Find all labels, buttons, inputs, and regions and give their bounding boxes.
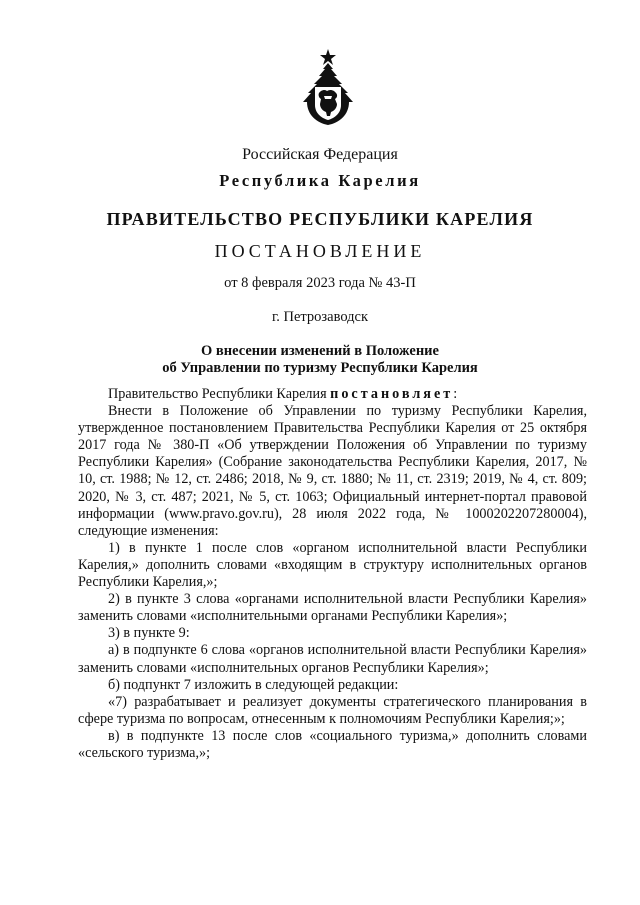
government-name: ПРАВИТЕЛЬСТВО РЕСПУБЛИКИ КАРЕЛИЯ — [106, 209, 534, 229]
intro-suffix: : — [453, 386, 458, 402]
paragraph-subitem-a: а) в подпункте 6 слова «органов исполнительной власти Республики Карелия» заменить словами «исполнительных органов Республики Карелия»; — [78, 642, 587, 676]
paragraph-item-1: 1) в пункте 1 после слов «органом исполнительной власти Республики Карелия,» дополнить словами «входящим в структуру исполнительных органов Республики Карелия,»; — [78, 539, 587, 591]
document-subject — [0, 343, 640, 377]
country-name: Российская Федерация — [242, 146, 398, 163]
intro-resolves: постановляет — [330, 386, 454, 402]
document-type: ПОСТАНОВЛЕНИЕ — [214, 241, 426, 261]
karelia-coat-of-arms-icon — [297, 47, 359, 127]
paragraph-quoted-item-7: «7) разрабатывает и реализует документы стратегического планирования в сфере туризма по вопросам, отнесенным к полномочиям Республики Карелия;»; — [78, 693, 587, 727]
document-body — [78, 386, 587, 762]
republic-name: Республика Карелия — [219, 171, 421, 190]
document-city: г. Петрозаводск — [271, 309, 369, 325]
intro-paragraph — [78, 386, 587, 403]
paragraph-subitem-b: б) подпункт 7 изложить в следующей редакции: — [108, 676, 399, 693]
subject-line-2: об Управлении по туризму Республики Карелия — [162, 360, 478, 376]
subject-line-1: О внесении изменений в Положение — [201, 343, 439, 359]
paragraph-amendment-main: Внести в Положение об Управлении по туризму Республики Карелия, утвержденное постановлением Правительства Республики Карелия от 25 октября 2017 года № 380-П «Об утверждении Положения об Управлении по туризму Республики Карелия» (Собрание законодательства Республики Карелия, 2017, № 10, ст. 1988; № 12, ст. 2486; 2018, № 9, ст. 1880; № 11, ст. 2319; 2019, № 4, ст. 809; 2020, № 3, ст. 487; 2021, № 5, ст. 1063; Официальный интернет-портал правовой информации (www.pravo.gov.ru), 28 июля 2022 года, № 1000202207280004), следующие изменения: — [78, 403, 587, 539]
intro-prefix: Правительство Республики Карелия — [108, 386, 327, 402]
paragraph-subitem-v: в) в подпункте 13 после слов «социального туризма,» дополнить словами «сельского туризма,»; — [78, 727, 587, 761]
paragraph-item-3: 3) в пункте 9: — [108, 625, 190, 642]
paragraph-item-2: 2) в пункте 3 слова «органами исполнительной власти Республики Карелия» заменить словами «исполнительными органами Республики Карелия»; — [78, 591, 587, 625]
document-date-number: от 8 февраля 2023 года № 43-П — [224, 275, 416, 291]
